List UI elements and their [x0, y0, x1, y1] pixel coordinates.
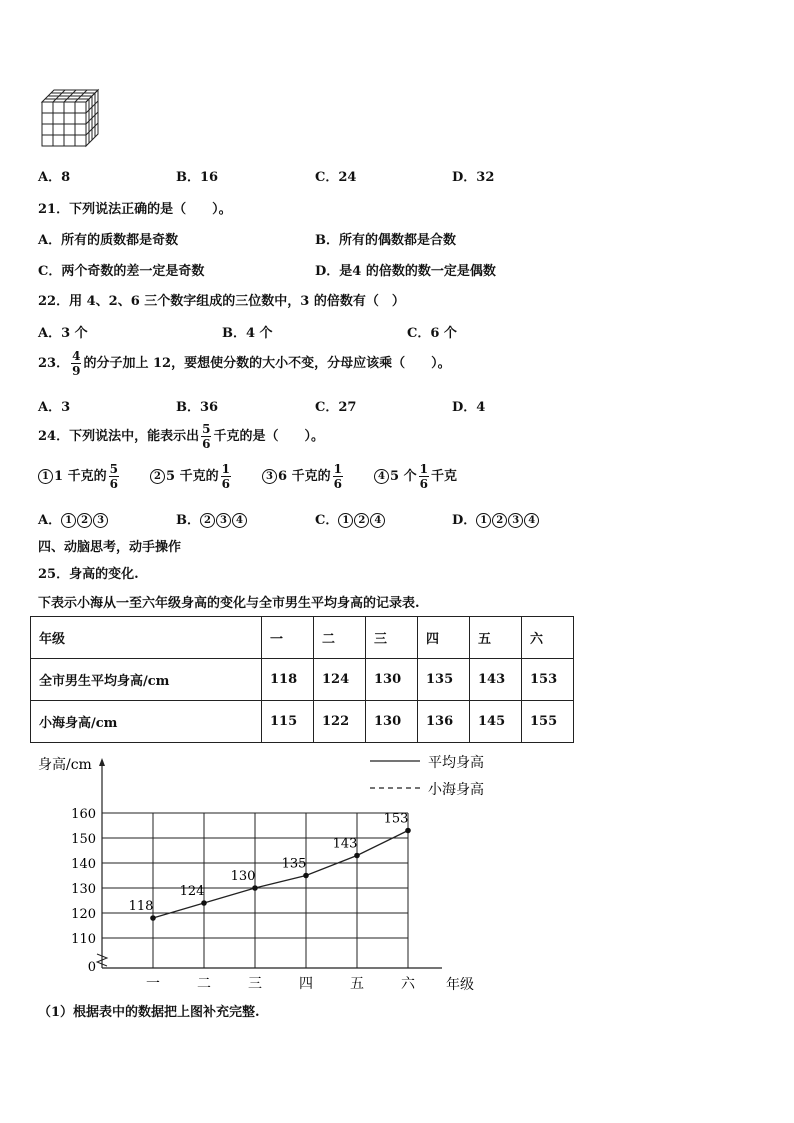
q23-option-b[interactable]: B．36: [176, 400, 219, 415]
q24-item-4-text: 5 个: [390, 469, 417, 484]
axis-break-mark: [97, 954, 107, 966]
q24-frac-numerator: 5: [202, 422, 211, 436]
q24-item-1-denominator: 6: [109, 477, 118, 491]
q25-title: 25．身高的变化.: [38, 567, 139, 582]
data-label: 153: [383, 811, 409, 827]
table-header-row: [31, 617, 574, 659]
circled-number-2: 2: [492, 513, 507, 528]
x-tick-label: 三: [248, 976, 262, 992]
q20-option-b[interactable]: B．16: [176, 170, 219, 185]
circled-number-3: 3: [508, 513, 523, 528]
circled-number-2: 2: [77, 513, 92, 528]
q23-frac-denominator: 9: [72, 364, 81, 378]
y-tick-label: 120: [71, 907, 96, 922]
table-cell: 143: [470, 659, 522, 701]
table-cell: 年级: [31, 617, 262, 659]
table-cell: 135: [418, 659, 470, 701]
x-tick-label: 四: [299, 976, 313, 992]
q23-stem: [38, 349, 451, 378]
table-row: [31, 659, 574, 701]
data-label: 143: [332, 836, 358, 852]
q20-option-a[interactable]: A．8: [38, 170, 71, 185]
x-tick-label: 六: [401, 976, 415, 992]
circled-number-4: 4: [232, 513, 247, 528]
x-tick-label: 一: [146, 976, 160, 992]
table-cell: 四: [418, 617, 470, 659]
data-label: 130: [230, 869, 256, 884]
circled-number-1: 1: [338, 513, 353, 528]
circled-number-2: 2: [200, 513, 215, 528]
data-label: 135: [281, 856, 307, 872]
legend-label: 平均身高: [428, 755, 484, 771]
circled-number-4: 4: [374, 469, 389, 484]
table-cell: 155: [522, 701, 574, 743]
table-cell: 五: [470, 617, 522, 659]
y-tick-label: 110: [71, 932, 96, 947]
q21-stem: 21．下列说法正确的是（ ）。: [38, 202, 232, 217]
cube-figure: [40, 88, 104, 148]
q20-option-c[interactable]: C．24: [315, 170, 357, 185]
data-point: [150, 915, 156, 921]
circled-number-1: 1: [61, 513, 76, 528]
q23-text: 的分子加上 12，要想使分数的大小不变，分母应该乘（ ）。: [83, 356, 451, 371]
q24-pre: 24．下列说法中，能表示出: [38, 429, 200, 444]
q24-option-c-label: C．: [315, 513, 339, 528]
q24-item-2-fraction: [221, 462, 231, 491]
q24-option-b[interactable]: [176, 509, 248, 528]
table-cell: 一: [262, 617, 314, 659]
y-tick-label: 0: [87, 960, 96, 975]
circled-number-1: 1: [38, 469, 53, 484]
q24-item-4-unit: 千克: [430, 469, 457, 484]
q24-item-4-numerator: 1: [419, 462, 428, 476]
q23-number: 23．: [38, 356, 70, 371]
q24-item-3-denominator: 6: [333, 477, 342, 491]
circled-number-4: 4: [370, 513, 385, 528]
q23-option-c[interactable]: C．27: [315, 400, 357, 415]
q24-option-a-label: A．: [38, 513, 62, 528]
data-point: [252, 885, 258, 891]
table-cell: 124: [314, 659, 366, 701]
table-row: [31, 701, 574, 743]
q22-option-a[interactable]: A．3 个: [38, 326, 88, 341]
y-axis-label: 身高/cm: [38, 757, 92, 773]
data-point: [303, 873, 309, 879]
y-tick-label: 150: [71, 832, 96, 847]
circled-number-1: 1: [476, 513, 491, 528]
legend-label: 小海身高: [428, 782, 484, 798]
q23-option-a[interactable]: A．3: [38, 400, 71, 415]
height-record-table: [30, 616, 574, 743]
x-tick-label: 五: [350, 976, 364, 992]
q24-item-1-fraction: [109, 462, 119, 491]
q24-option-a[interactable]: [38, 509, 109, 528]
q24-item-3-fraction: [333, 462, 343, 491]
height-line-chart: [30, 750, 500, 995]
q25-sub1: （1）根据表中的数据把上图补充完整.: [38, 1005, 260, 1020]
q24-item-2-text: 5 千克的: [166, 469, 219, 484]
q21-option-b[interactable]: B．所有的偶数都是合数: [315, 233, 456, 248]
q21-option-c[interactable]: C．两个奇数的差一定是奇数: [38, 264, 205, 279]
q24-item-1: [38, 462, 121, 491]
data-point: [201, 900, 207, 906]
table-cell: 115: [262, 701, 314, 743]
q24-item-4: [374, 462, 457, 491]
table-cell: 六: [522, 617, 574, 659]
q24-fraction: [201, 422, 211, 451]
q24-option-b-label: B．: [176, 513, 200, 528]
q22-option-b[interactable]: B．4 个: [222, 326, 273, 341]
q22-stem: 22．用 4、2、6 三个数字组成的三位数中，3 的倍数有（ ）: [38, 294, 405, 309]
table-cell: 全市男生平均身高/cm: [31, 659, 262, 701]
q24-item-4-denominator: 6: [419, 477, 428, 491]
table-cell: 小海身高/cm: [31, 701, 262, 743]
q20-option-d[interactable]: D．32: [452, 170, 495, 185]
x-tick-label: 二: [197, 976, 211, 992]
data-label: 124: [179, 884, 205, 899]
q23-option-d[interactable]: D．4: [452, 400, 486, 415]
q24-item-3: [262, 462, 345, 491]
q24-option-d[interactable]: [452, 509, 540, 528]
y-tick-label: 140: [71, 857, 96, 872]
q24-item-3-numerator: 1: [333, 462, 342, 476]
series-line-average: [153, 831, 408, 919]
y-axis-arrow: [99, 758, 105, 766]
circled-number-3: 3: [262, 469, 277, 484]
circled-number-4: 4: [524, 513, 539, 528]
table-cell: 122: [314, 701, 366, 743]
q24-option-d-label: D．: [452, 513, 477, 528]
table-cell: 136: [418, 701, 470, 743]
q24-frac-denominator: 6: [202, 437, 211, 451]
q24-stem: [38, 422, 324, 451]
table-cell: 130: [366, 659, 418, 701]
q24-post: 千克的是（ ）。: [213, 429, 324, 444]
table-cell: 三: [366, 617, 418, 659]
q23-frac-numerator: 4: [72, 349, 81, 363]
q21-option-d[interactable]: D．是4 的倍数的数一定是偶数: [315, 264, 496, 279]
q24-item-1-numerator: 5: [109, 462, 118, 476]
y-tick-label: 130: [71, 882, 96, 897]
y-tick-label: 160: [71, 807, 96, 822]
q24-item-2-numerator: 1: [221, 462, 230, 476]
data-label: 118: [128, 899, 154, 914]
data-point: [354, 853, 360, 859]
table-cell: 118: [262, 659, 314, 701]
q24-option-c[interactable]: [315, 509, 386, 528]
q21-option-a[interactable]: A．所有的质数都是奇数: [38, 233, 179, 248]
circled-number-2: 2: [354, 513, 369, 528]
data-point: [405, 828, 411, 834]
circled-number-3: 3: [93, 513, 108, 528]
q23-fraction: [71, 349, 81, 378]
q24-item-2-denominator: 6: [221, 477, 230, 491]
q24-item-4-fraction: [419, 462, 429, 491]
q25-description: 下表示小海从一至六年级身高的变化与全市男生平均身高的记录表.: [38, 596, 420, 611]
section-heading: 四、动脑思考，动手操作: [38, 540, 182, 555]
circled-number-2: 2: [150, 469, 165, 484]
table-cell: 145: [470, 701, 522, 743]
circled-number-3: 3: [216, 513, 231, 528]
q24-item-1-text: 1 千克的: [54, 469, 107, 484]
q22-option-c[interactable]: C．6 个: [407, 326, 457, 341]
table-cell: 二: [314, 617, 366, 659]
q24-item-3-text: 6 千克的: [278, 469, 331, 484]
q24-item-2: [150, 462, 233, 491]
table-cell: 153: [522, 659, 574, 701]
x-axis-label: 年级: [446, 977, 474, 993]
table-cell: 130: [366, 701, 418, 743]
